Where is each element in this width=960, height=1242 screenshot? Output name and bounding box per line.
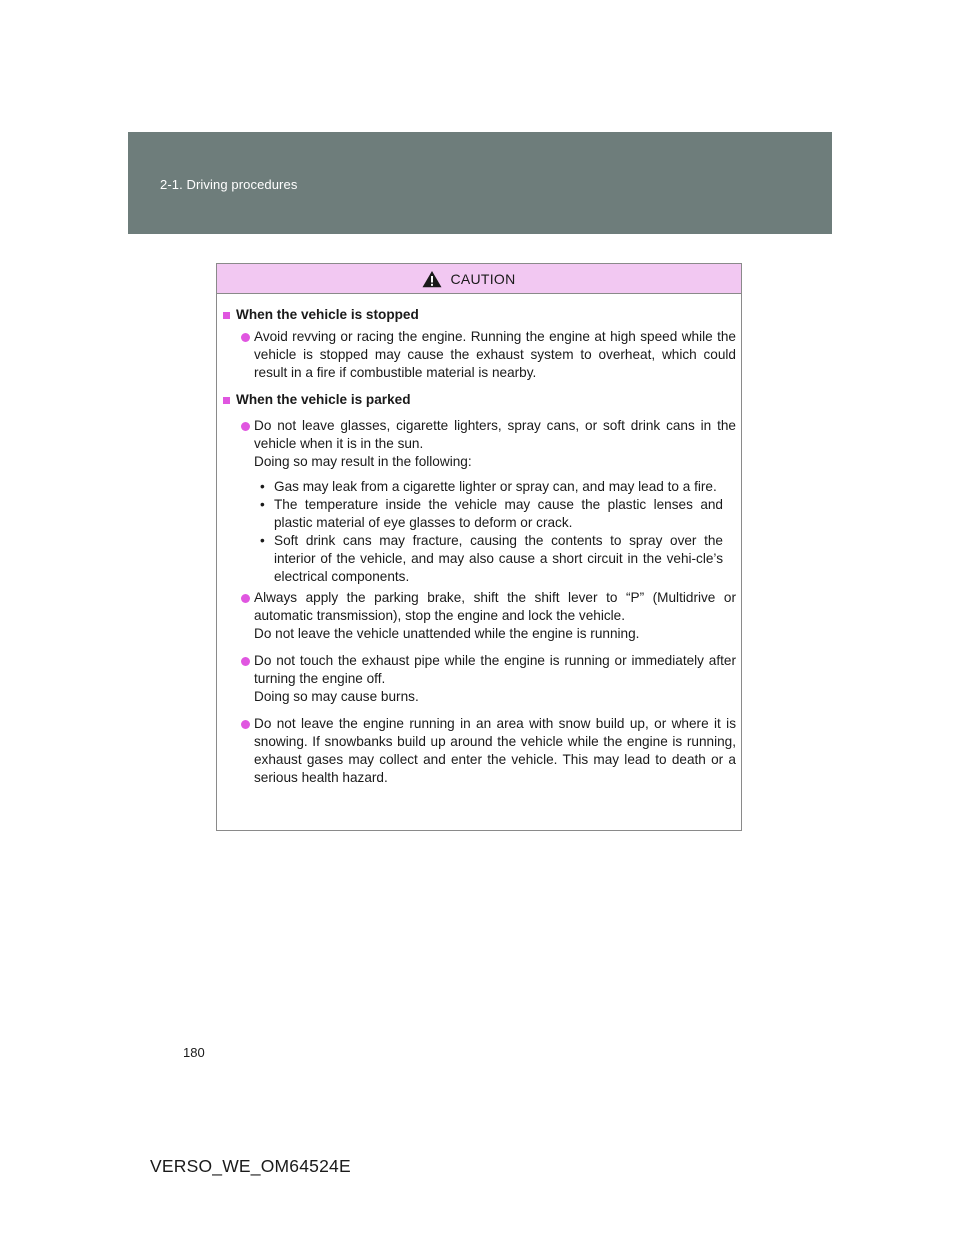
round-bullet-icon	[241, 422, 250, 431]
list-item	[223, 652, 736, 706]
round-bullet-icon	[241, 657, 250, 666]
item-text: Do not leave the vehicle unattended while the engine is running.	[254, 626, 640, 641]
section-header-band	[128, 132, 832, 234]
list-item	[223, 715, 736, 787]
item-text: Doing so may result in the following:	[254, 454, 472, 469]
list-item	[223, 417, 736, 471]
sub-list-item	[260, 478, 723, 496]
warning-triangle-icon	[422, 270, 442, 288]
round-bullet-icon	[241, 720, 250, 729]
heading-text: When the vehicle is stopped	[236, 307, 419, 322]
round-bullet-icon	[241, 333, 250, 342]
item-text: Do not leave the engine running in an area with snow build up, or where it is snowing. If snowbanks build up around the vehicle while the engine is running, exhaust gases may collect and enter the vehicle. This may lead to death or a serious health hazard.	[254, 716, 736, 785]
list-item	[223, 328, 736, 382]
item-text: Always apply the parking brake, shift the shift lever to “P” (Multidrive or automatic transmission), stop the engine and lock the vehicle.	[254, 590, 736, 623]
heading-text: When the vehicle is parked	[236, 392, 411, 407]
sub-list	[223, 478, 736, 586]
item-text: Do not touch the exhaust pipe while the engine is running or immediately after turning the engine off.	[254, 653, 736, 686]
dot-bullet-icon: •	[260, 533, 265, 548]
caution-title: CAUTION	[450, 270, 516, 287]
caution-header	[217, 264, 741, 294]
section-heading-stopped	[223, 306, 736, 324]
square-bullet-icon	[223, 312, 230, 319]
list-item	[223, 589, 736, 643]
caution-box	[216, 263, 742, 831]
sub-list-item	[260, 496, 723, 532]
item-text: Do not leave glasses, cigarette lighters, spray cans, or soft drink cans in the vehicle when it is in the sun.	[254, 418, 736, 451]
section-heading-parked	[223, 391, 736, 409]
document-code: VERSO_WE_OM64524E	[150, 1156, 351, 1176]
page-number: 180	[183, 1045, 205, 1060]
item-text: Avoid revving or racing the engine. Running the engine at high speed while the vehicle is stopped may cause the exhaust system to overheat, which could result in a fire if combustible material is nearby.	[254, 329, 736, 380]
sub-item-text: The temperature inside the vehicle may cause the plastic lenses and plastic material of eye glasses to deform or crack.	[274, 497, 723, 530]
dot-bullet-icon: •	[260, 497, 265, 512]
section-title: 2-1. Driving procedures	[160, 177, 298, 192]
round-bullet-icon	[241, 594, 250, 603]
sub-item-text: Gas may leak from a cigarette lighter or spray can, and may lead to a fire.	[274, 479, 717, 494]
dot-bullet-icon: •	[260, 479, 265, 494]
square-bullet-icon	[223, 397, 230, 404]
sub-item-text: Soft drink cans may fracture, causing the contents to spray over the interior of the vehicle, and may also cause a short circuit in the vehi-cle’s electrical components.	[274, 533, 723, 584]
item-text: Doing so may cause burns.	[254, 689, 419, 704]
sub-list-item	[260, 532, 723, 586]
caution-body	[217, 294, 741, 787]
